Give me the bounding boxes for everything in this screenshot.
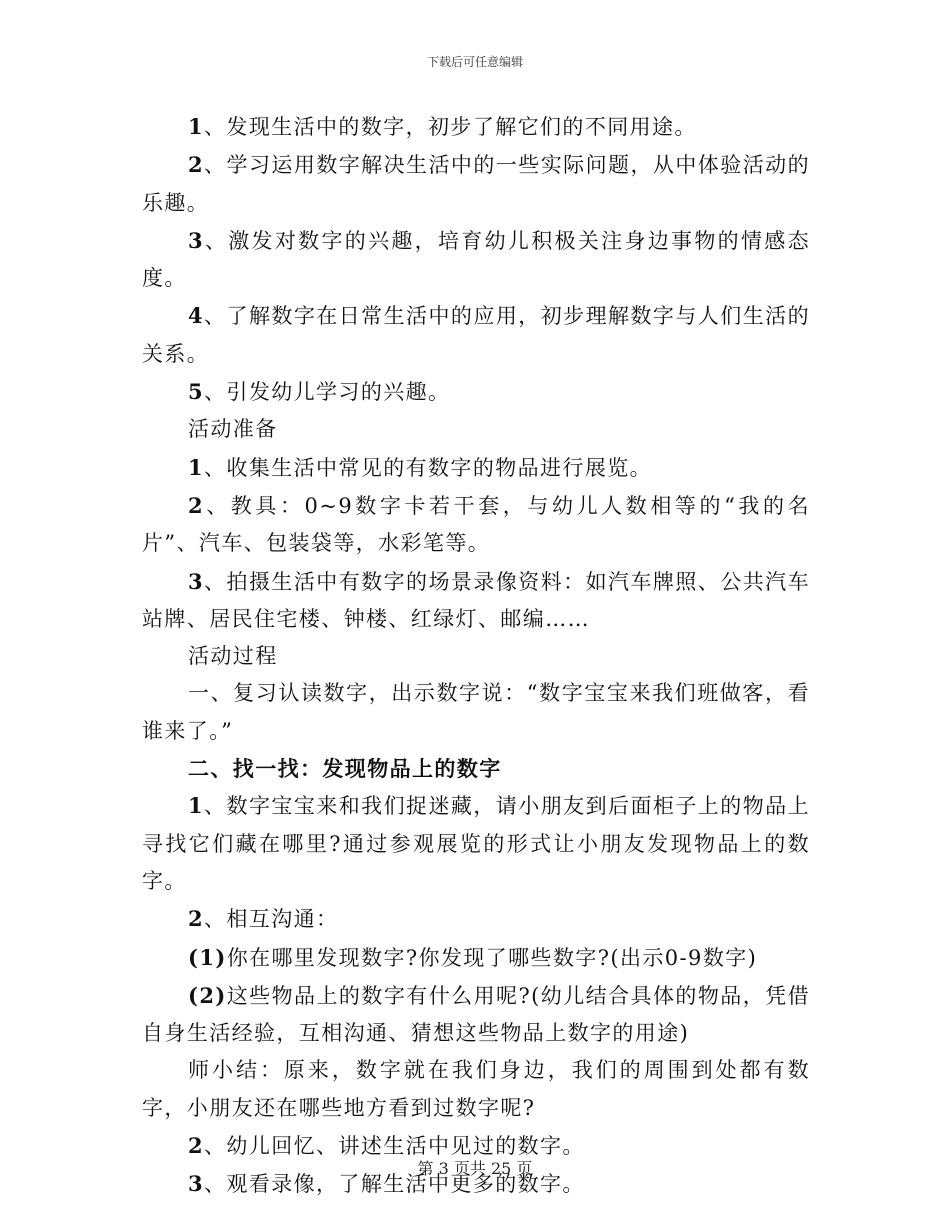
paragraph-text: 、教具：0~9数字卡若干套，与幼儿人数相等的“我的名片”、汽车、包装袋等，水彩笔等。	[142, 493, 810, 556]
paragraph-text: 、了解数字在日常生活中的应用，初步理解数字与人们生活的关系。	[142, 304, 810, 366]
section-heading-find	[142, 750, 810, 787]
section-heading-preparation	[142, 411, 810, 448]
paragraph-15	[142, 939, 810, 977]
paragraph-number: 3	[188, 1171, 205, 1197]
paragraph-text: 、幼儿回忆、讲述生活中见过的数字。	[204, 1134, 585, 1159]
paragraph-14	[142, 900, 810, 938]
paragraph-number: (2)	[188, 982, 227, 1008]
document-body	[142, 108, 810, 1204]
paragraph-text: 一、复习认读数字，出示数字说：“数字宝宝来我们班做客，看谁来了。”	[142, 681, 810, 743]
heading-text: 活动准备	[188, 417, 278, 442]
paragraph-text: 这些物品上的数字有什么用呢?(幼儿结合具体的物品，凭借自身生活经验，互相沟通、猜想这些物品上数字的用途)	[142, 983, 810, 1046]
heading-text: 活动过程	[188, 644, 278, 669]
paragraph-11	[142, 675, 810, 750]
paragraph-number: 2	[188, 1133, 205, 1159]
paragraph-text: 、数字宝宝来和我们捉迷藏，请小朋友到后面柜子上的物品上寻找它们藏在哪里?通过参观展览的形式让小朋友发现物品上的数字。	[142, 794, 810, 893]
paragraph-number: 4	[188, 303, 205, 329]
paragraph-text: 、观看录像，了解生活中更多的数字。	[204, 1172, 585, 1197]
paragraph-number: (1)	[188, 944, 227, 970]
paragraph-number: 3	[188, 568, 205, 594]
paragraph-16	[142, 977, 810, 1053]
paragraph-number: 2	[188, 906, 205, 932]
heading-text: 二、找一找：发现物品上的数字	[188, 756, 502, 782]
paragraph-4	[142, 297, 810, 373]
paragraph-8	[142, 487, 810, 563]
paragraph-number: 3	[188, 227, 205, 253]
paragraph-text: 、收集生活中常见的有数字的物品进行展览。	[204, 455, 653, 480]
paragraph-number: 1	[188, 454, 205, 480]
paragraph-number: 1	[188, 114, 205, 139]
section-heading-process	[142, 638, 810, 675]
page-footer: 第 3 页共 25 页	[417, 1159, 533, 1178]
paragraph-13	[142, 787, 810, 900]
paragraph-text: 、拍摄生活中有数字的场景录像资料：如汽车牌照、公共汽车站牌、居民住宅楼、钟楼、红绿灯、邮编……	[142, 569, 810, 631]
paragraph-1	[142, 108, 810, 146]
paragraph-number: 2	[188, 492, 205, 518]
paragraph-text: 你在哪里发现数字?你发现了哪些数字?(出示0-9数字)	[226, 945, 758, 970]
paragraph-text: 、相互沟通：	[204, 907, 339, 932]
paragraph-17	[142, 1052, 810, 1127]
paragraph-number: 2	[188, 152, 205, 178]
paragraph-text: 、激发对数字的兴趣，培育幼儿积极关注身边事物的情感态度。	[142, 228, 810, 291]
page-header: 下载后可任意编辑	[426, 55, 523, 69]
paragraph-text: 、发现生活中的数字，初步了解它们的不同用途。	[204, 115, 697, 139]
paragraph-number: 1	[188, 793, 205, 819]
paragraph-3	[142, 222, 810, 298]
paragraph-text: 、学习运用数字解决生活中的一些实际问题，从中体验活动的乐趣。	[142, 153, 810, 215]
paragraph-text: 师小结：原来，数字就在我们身边，我们的周围到处都有数字，小朋友还在哪些地方看到过数字呢?	[142, 1058, 810, 1120]
paragraph-5	[142, 373, 810, 411]
paragraph-2	[142, 146, 810, 222]
paragraph-9	[142, 563, 810, 639]
paragraph-text: 、引发幼儿学习的兴趣。	[204, 380, 451, 405]
paragraph-number: 5	[188, 379, 205, 405]
paragraph-7	[142, 449, 810, 487]
